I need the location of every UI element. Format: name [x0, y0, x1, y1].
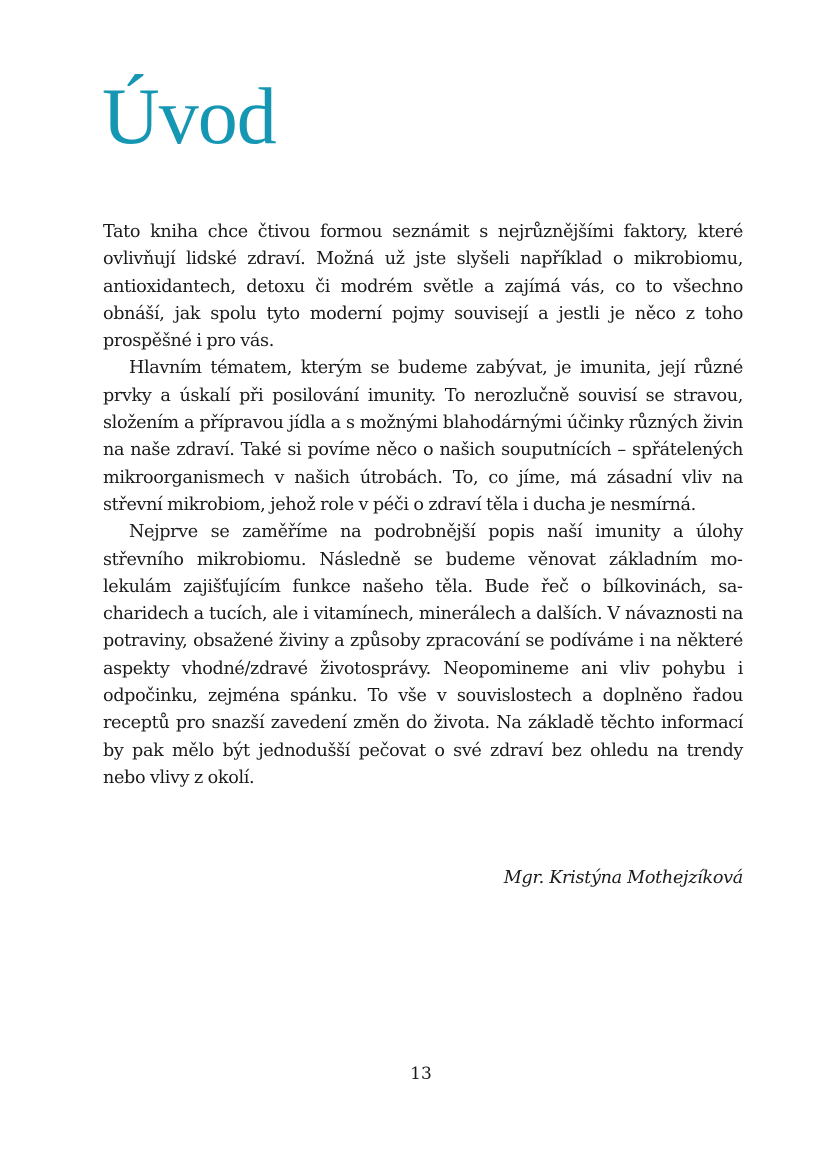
page-number: 13 [410, 1064, 432, 1084]
paragraph-3: Nejprve se zaměříme na podrobnější popis naší imunity a úlohy střevního mikrobiomu. Následně se budeme věnovat základním molekulám zajišťujícím funkce našeho těla. Bude řeč o bílkovinách, sacharidech a tucích, ale i vitamínech, minerálech a dalších. V návaznosti na potraviny, obsažené živiny a způsoby zpracování se podíváme i na některé aspekty vhodné/zdravé životosprávy. Neopomineme ani vliv pohybu i odpočinku, zejména spánku. To vše v souvislostech a doplněno řadou receptů pro snazší zavedení změn do života. Na základě těchto informací by pak mělo být jednodušší pečovat o své zdraví bez ohledu na trendy nebo vlivy z okolí. [103, 522, 743, 788]
chapter-title: Úvod [102, 73, 276, 161]
paragraph-2: Hlavním tématem, kterým se budeme zabývat, je imunita, její různé prvky a úskalí při posilování imunity. To nerozlučně souvisí se stravou, složením a přípravou jídla a s možnými blahodárnými účinky různých živin na naše zdraví. Také si povíme něco o našich souputnících – spřátelených mikroorganismech v našich útrobách. To, co jíme, má zásadní vliv na střevní mikrobiom, jehož role v péči o zdraví těla i ducha je nesmírná. [103, 358, 743, 515]
author-signature: Mgr. Kristýna Mothejzíková [503, 868, 743, 888]
chapter-body [103, 219, 743, 792]
paragraph-1: Tato kniha chce čtivou formou seznámit s nejrůznějšími faktory, které ovlivňují lidské zdraví. Možná už jste slyšeli například o mikrobiomu, antioxidantech, detoxu či modrém světle a zajímá vás, co to všechno obnáší, jak spolu tyto moderní pojmy souvisejí a jestli je něco z toho prospěšné i pro vás. [103, 222, 743, 352]
